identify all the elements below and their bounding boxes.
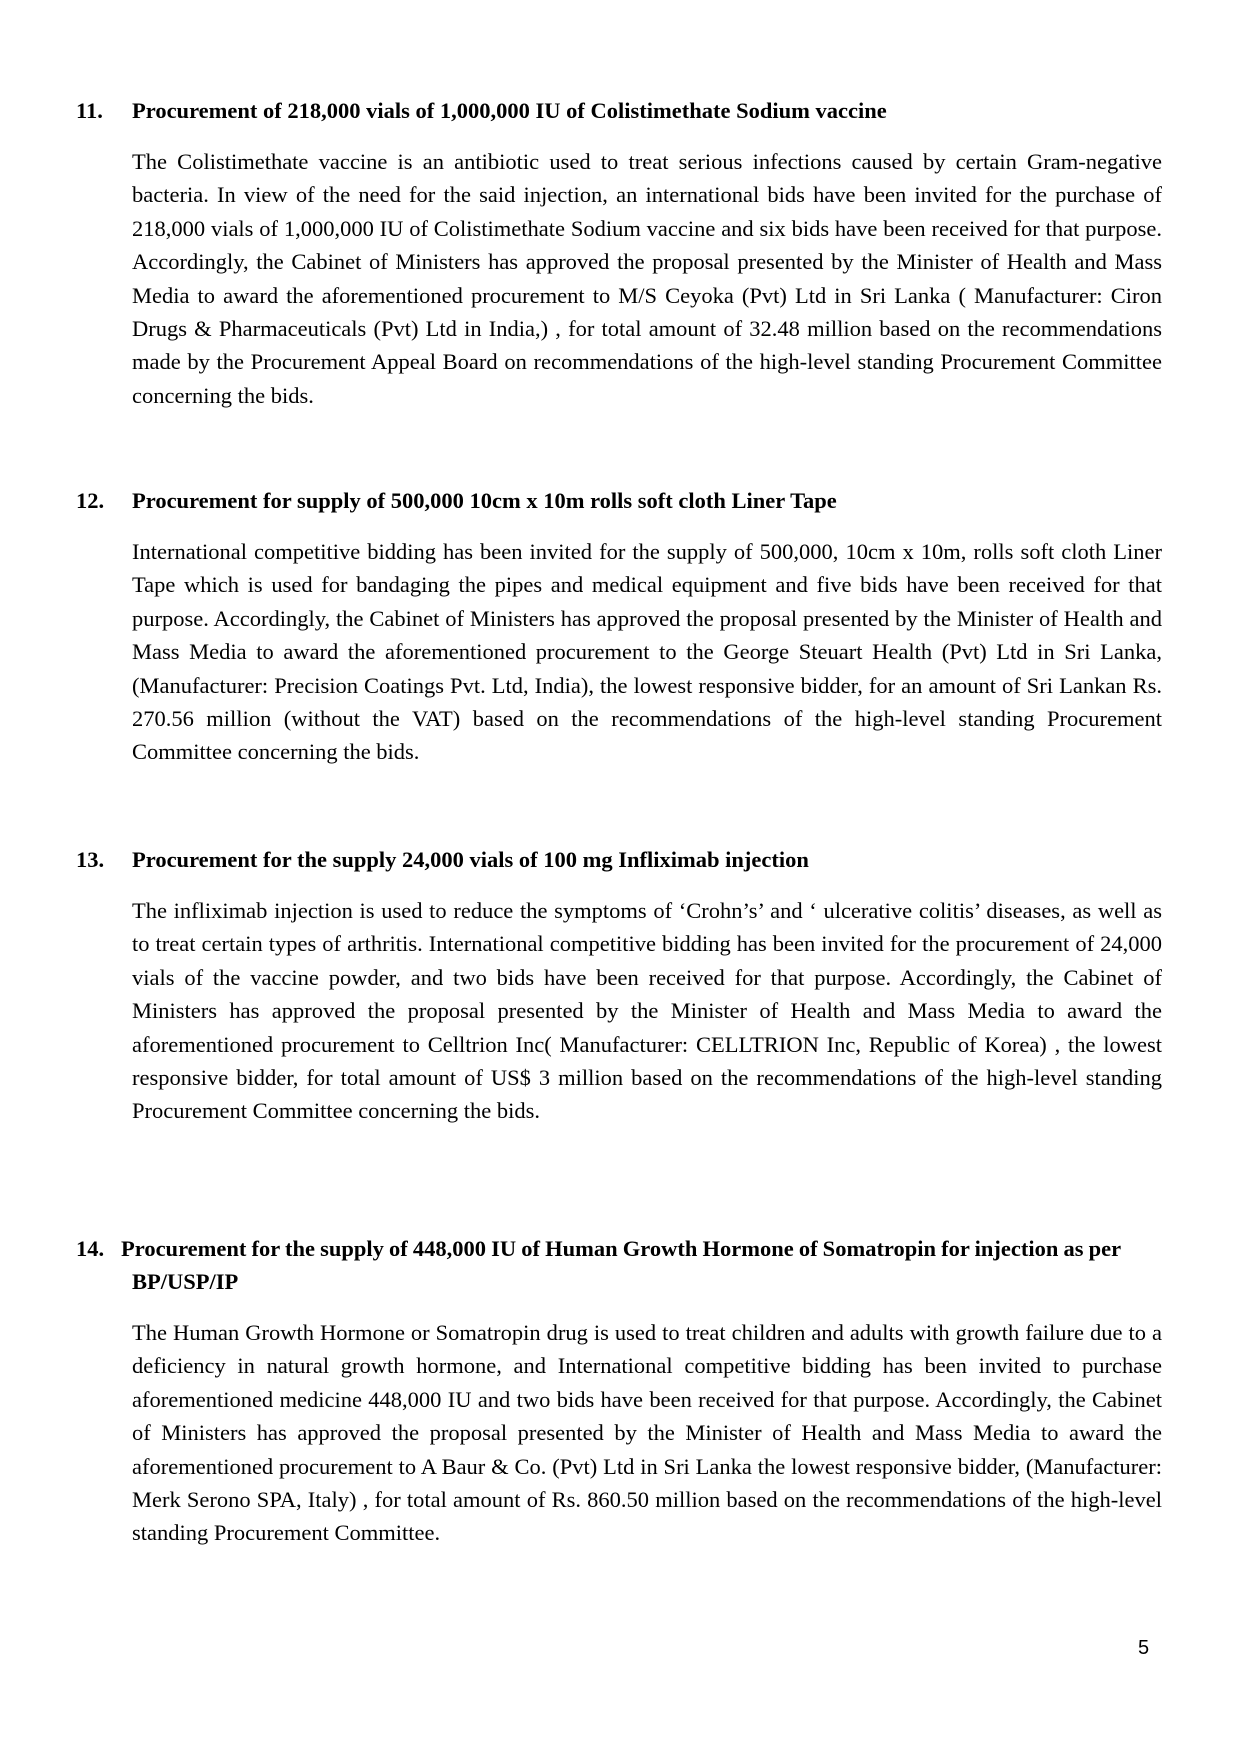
section-title: Procurement of 218,000 vials of 1,000,000 IU of Colistimethate Sodium vaccine (132, 98, 887, 123)
section-body: International competitive bidding has been invited for the supply of 500,000, 10cm x 10m, rolls soft cloth Liner Tape which is used for bandaging the pipes and medical equipment and five bids have been received for that purpose. Accordingly, the Cabinet of Ministers has approved the proposal presented by the Minister of Health and Mass Media to award the aforementioned procurement to the George Steuart Health (Pvt) Ltd in Sri Lanka, (Manufacturer: Precision Coatings Pvt. Ltd, India), the lowest responsive bidder, for an amount of Sri Lankan Rs. 270.56 million (without the VAT) based on the recommendations of the high-level standing Procurement Committee concerning the bids. (132, 539, 1162, 765)
section-body: The infliximab injection is used to reduce the symptoms of ‘Crohn’s’ and ‘ ulcerative colitis’ diseases, as well as to treat certain types of arthritis. International competitive bidding has been invited for the procurement of 24,000 vials of the vaccine powder, and two bids have been received for that purpose. Accordingly, the Cabinet of Ministers has approved the proposal presented by the Minister of Health and Mass Media to award the aforementioned procurement to Celltrion Inc( Manufacturer: CELLTRION Inc, Republic of Korea) , the lowest responsive bidder, for total amount of US$ 3 million based on the recommendations of the high-level standing Procurement Committee concerning the bids. (132, 898, 1162, 1124)
section-title: Procurement for the supply 24,000 vials of 100 mg Infliximab injection (132, 847, 809, 872)
section-number: 12. (76, 488, 105, 513)
section-number: 11. (76, 98, 103, 123)
section-number: 13. (76, 847, 105, 872)
page-number: 5 (1138, 1637, 1150, 1659)
section-title: Procurement for the supply of 448,000 IU of Human Growth Hormone of Somatropin for injection as per BP/USP/IP (121, 1236, 1121, 1294)
section-title: Procurement for supply of 500,000 10cm x 10m rolls soft cloth Liner Tape (132, 488, 837, 513)
section-number: 14. (76, 1236, 105, 1261)
section-body: The Human Growth Hormone or Somatropin drug is used to treat children and adults with growth failure due to a deficiency in natural growth hormone, and International competitive bidding has been invited to purchase aforementioned medicine 448,000 IU and two bids have been received for that purpose. Accordingly, the Cabinet of Ministers has approved the proposal presented by the Minister of Health and Mass Media to award the aforementioned procurement to A Baur & Co. (Pvt) Ltd in Sri Lanka the lowest responsive bidder, (Manufacturer: Merk Serono SPA, Italy) , for total amount of Rs. 860.50 million based on the recommendations of the high-level standing Procurement Committee. (132, 1320, 1162, 1546)
section-body: The Colistimethate vaccine is an antibiotic used to treat serious infections caused by certain Gram-negative bacteria. In view of the need for the said injection, an international bids have been invited for the purchase of 218,000 vials of 1,000,000 IU of Colistimethate Sodium vaccine and six bids have been received for that purpose. Accordingly, the Cabinet of Ministers has approved the proposal presented by the Minister of Health and Mass Media to award the aforementioned procurement to M/S Ceyoka (Pvt) Ltd in Sri Lanka ( Manufacturer: Ciron Drugs & Pharmaceuticals (Pvt) Ltd in India,) , for total amount of 32.48 million based on the recommendations made by the Procurement Appeal Board on recommendations of the high-level standing Procurement Committee concerning the bids. (132, 149, 1162, 408)
